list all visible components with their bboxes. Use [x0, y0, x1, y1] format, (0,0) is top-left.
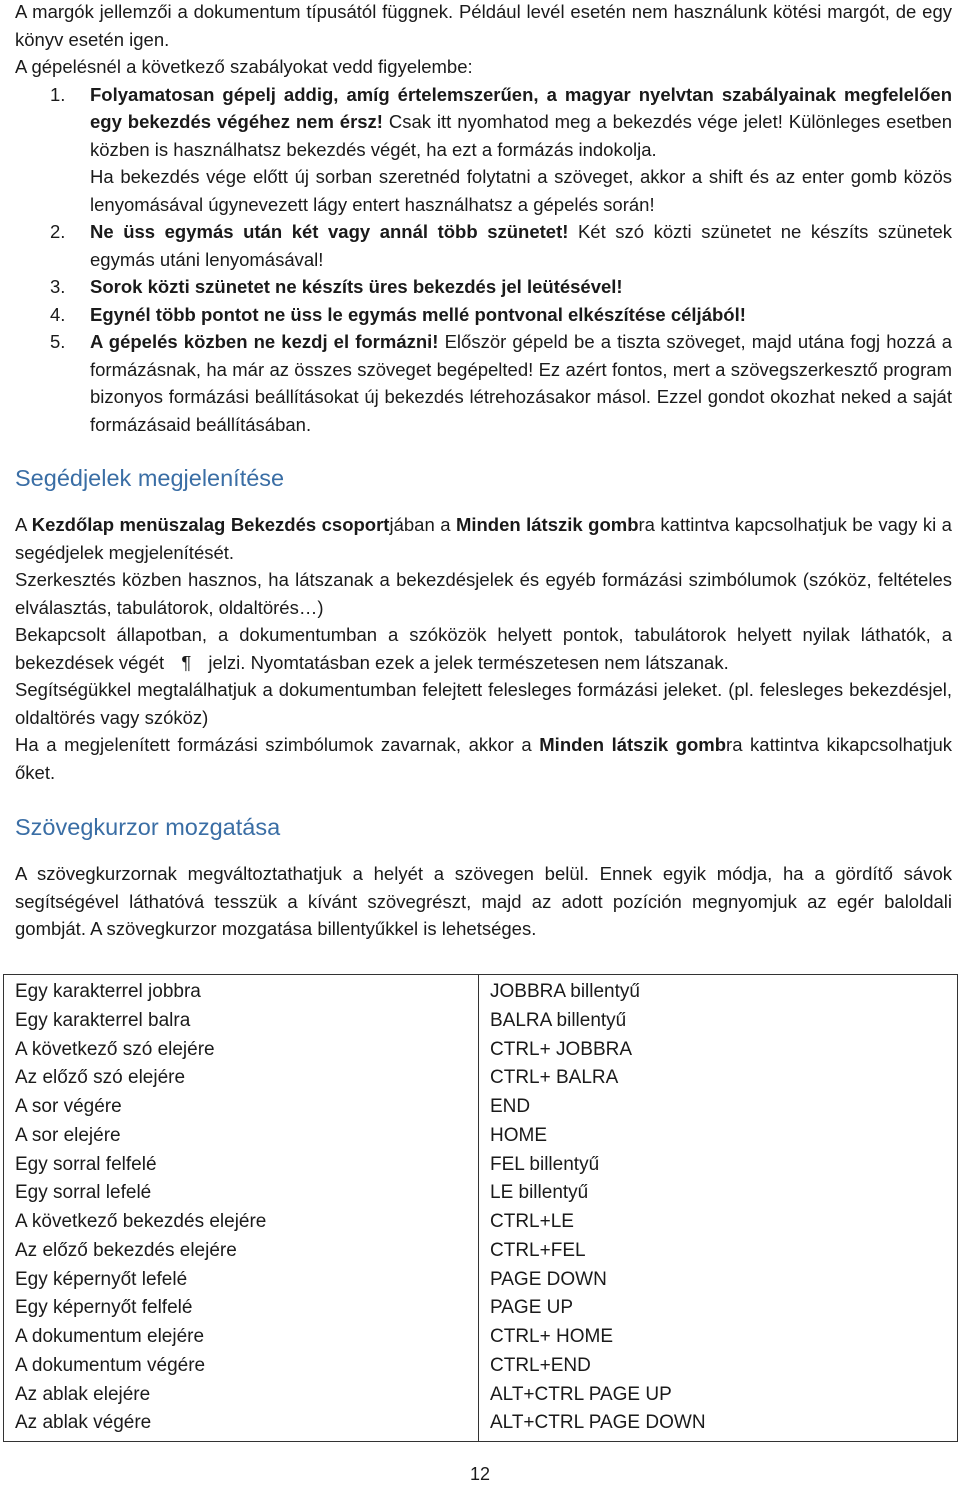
rule-bold: Sorok közti szünetet ne készíts üres bekezdés jel leütésével!	[90, 276, 623, 297]
document-page	[15, 0, 952, 943]
key-cell: CTRL+ JOBBRA	[479, 1036, 958, 1065]
key-cell: ALT+CTRL PAGE DOWN	[479, 1409, 958, 1441]
show-all-button-name: Minden látszik gomb	[455, 514, 639, 535]
rule-extra: Ha bekezdés vége előtt új sorban szeretnéd folytatni a szöveget, akkor a shift és az enter gomb közös lenyomásával úgynevezett lágy entert használhatsz a gépelés során!	[90, 166, 952, 215]
action-cell: Egy sorral felfelé	[4, 1151, 479, 1180]
action-cell: Egy sorral lefelé	[4, 1179, 479, 1208]
rule-text: Csak itt nyomhatod meg a bekezdés vége jelet! Különleges esetben közben is használhatsz bekezdés végét, ha ezt a formázás indokolja.	[90, 111, 953, 160]
key-cell: CTRL+ HOME	[479, 1323, 958, 1352]
intro-paragraph	[15, 0, 952, 81]
rule-bold: A gépelés közben ne kezdj el formázni!	[90, 331, 439, 352]
table-row	[4, 1093, 958, 1122]
key-cell: LE billentyű	[479, 1179, 958, 1208]
key-cell: BALRA billentyű	[479, 1007, 958, 1036]
action-cell: Egy képernyőt felfelé	[4, 1294, 479, 1323]
helper-marks-paragraph-5: Ha a megjelenített formázási szimbólumok zavarnak, akkor a Minden látszik gombra kattintva kikapcsolhatjuk őket.	[15, 734, 952, 783]
key-cell: HOME	[479, 1122, 958, 1151]
show-all-button-name: Minden látszik gomb	[539, 734, 727, 755]
action-cell: Az előző bekezdés elejére	[4, 1237, 479, 1266]
action-cell: A sor végére	[4, 1093, 479, 1122]
key-cell: FEL billentyű	[479, 1151, 958, 1180]
rule-item-4	[15, 301, 952, 329]
action-cell: A következő bekezdés elejére	[4, 1208, 479, 1237]
section-heading-helper-marks: Segédjelek megjelenítése	[15, 465, 285, 491]
key-cell: JOBBRA billentyű	[479, 975, 958, 1007]
table-row	[4, 1122, 958, 1151]
helper-marks-paragraph-3: Bekapcsolt állapotban, a dokumentumban a szóközök helyett pontok, tabulátorok helyett nyilak láthatók, a bekezdések végét ¶ jelzi. Nyomtatásban ezek a jelek természetesen nem látszanak.	[15, 621, 952, 676]
table-row	[4, 1036, 958, 1065]
key-cell: ALT+CTRL PAGE UP	[479, 1381, 958, 1410]
key-cell: PAGE DOWN	[479, 1266, 958, 1295]
cursor-movement-paragraph: A szövegkurzornak megváltoztathatjuk a helyét a szövegen belül. Ennek egyik módja, ha a gördítő sávok segítségével láthatóvá tesszük a kívánt szövegrészt, majd az adott pozíción megnyomjuk az egér baloldali gombját. A szövegkurzor mozgatása billentyűkkel is lehetséges.	[15, 863, 952, 939]
action-cell: Egy képernyőt lefelé	[4, 1266, 479, 1295]
table-row	[4, 1294, 958, 1323]
rule-number: 5.	[50, 331, 66, 352]
pilcrow-icon: ¶	[181, 651, 192, 673]
table-row	[4, 1266, 958, 1295]
ribbon-group-name: Kezdőlap menüszalag Bekezdés csoport	[31, 514, 390, 535]
intro-line-1: A margók jellemzői a dokumentum típusától függnek. Például levél esetén nem használunk kötési margót, de egy könyv esetén igen.	[15, 1, 952, 50]
rule-text: Két szó közti szünetet ne készíts szünetek egymás utáni lenyomásával!	[90, 221, 953, 270]
action-cell: Egy karakterrel balra	[4, 1007, 479, 1036]
shortcut-table	[3, 974, 958, 1442]
helper-marks-paragraph-2: Szerkesztés közben hasznos, ha látszanak a bekezdésjelek és egyéb formázási szimbólumok (szóköz, feltételes elválasztás, tabulátorok, oldaltörés…)	[15, 569, 952, 618]
helper-marks-paragraph-1: A Kezdőlap menüszalag Bekezdés csoportjában a Minden látszik gombra kattintva kapcsolhatjuk be vagy ki a segédjelek megjelenítését.	[15, 514, 952, 563]
table-row	[4, 1007, 958, 1036]
action-cell: A következő szó elejére	[4, 1036, 479, 1065]
key-cell: CTRL+FEL	[479, 1237, 958, 1266]
rule-number: 2.	[50, 221, 66, 242]
table-row	[4, 1352, 958, 1381]
key-cell: END	[479, 1093, 958, 1122]
action-cell: A sor elejére	[4, 1122, 479, 1151]
key-cell: PAGE UP	[479, 1294, 958, 1323]
action-cell: A dokumentum végére	[4, 1352, 479, 1381]
rule-item-1	[15, 81, 952, 219]
table-row	[4, 1151, 958, 1180]
rule-item-5	[15, 328, 952, 438]
rule-bold: Egynél több pontot ne üss le egymás mellé pontvonal elkészítése céljából!	[90, 303, 746, 325]
table-row	[4, 1409, 958, 1441]
action-cell: Az ablak elejére	[4, 1381, 479, 1410]
rule-item-3	[15, 273, 952, 301]
rule-number: 3.	[50, 276, 66, 297]
table-row	[4, 1208, 958, 1237]
rule-number: 1.	[50, 83, 66, 105]
key-cell: CTRL+END	[479, 1352, 958, 1381]
page-number: 12	[469, 1464, 491, 1484]
action-cell: Az előző szó elejére	[4, 1064, 479, 1093]
table-row	[4, 1323, 958, 1352]
rule-item-2	[15, 218, 952, 273]
table-row	[4, 1381, 958, 1410]
action-cell: Az ablak végére	[4, 1409, 479, 1441]
intro-line-2: A gépelésnél a következő szabályokat vedd figyelembe:	[15, 56, 473, 77]
action-cell: A dokumentum elejére	[4, 1323, 479, 1352]
section-heading-cursor-movement: Szövegkurzor mozgatása	[15, 814, 281, 840]
helper-marks-paragraph-4: Segítségükkel megtalálhatjuk a dokumentumban felejtett felesleges formázási jeleket. (pl. felesleges bekezdésjel, oldaltörés vagy szóköz)	[15, 679, 952, 728]
rule-bold: Ne üss egymás után két vagy annál több szünetet!	[90, 221, 569, 242]
table-row	[4, 1064, 958, 1093]
action-cell: Egy karakterrel jobbra	[4, 975, 479, 1007]
rules-list	[15, 81, 952, 439]
rule-number: 4.	[50, 303, 66, 325]
key-cell: CTRL+ BALRA	[479, 1064, 958, 1093]
table-row	[4, 1237, 958, 1266]
table-row	[4, 1179, 958, 1208]
table-row	[4, 975, 958, 1007]
key-cell: CTRL+LE	[479, 1208, 958, 1237]
rule-text: Először gépeld be a tiszta szöveget, majd utána fogj hozzá a formázásnak, ha már az összes szöveget begépelted! Ez azért fontos, mert a szövegszerkesztő program bizonyos formázási beállításokat új bekezdés létrehozásakor másol. Ezzel gondot okozhat neked a saját formázásaid beállításában.	[90, 331, 952, 435]
rule-bold: Folyamatosan gépelj addig, amíg értelemszerűen, a magyar nyelvtan szabályainak megfelelően egy bekezdés végéhez nem érsz!	[90, 83, 952, 132]
